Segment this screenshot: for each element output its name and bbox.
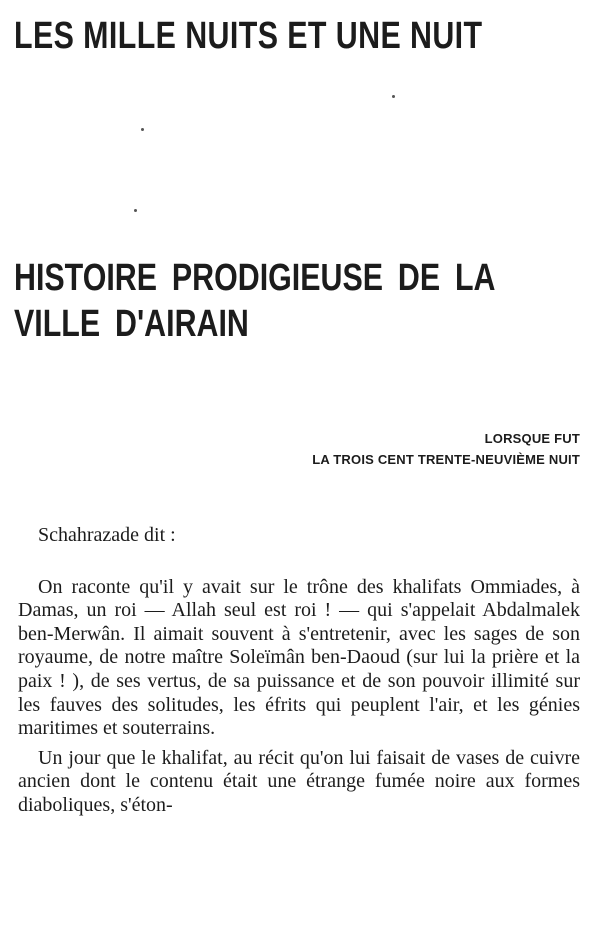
story-title: HISTOIRE PRODIGIEUSE DE LA VILLE D'AIRAIN [14,257,495,345]
body-text [18,524,580,818]
ornament-dot [134,209,137,212]
night-header-line-1: LORSQUE FUT [484,431,580,446]
ornament-dot [392,95,395,98]
paragraph-2: Un jour que le khalifat, au récit qu'on lui faisait de vases de cuivre ancien dont le contenu était une étrange fumée noire aux formes diaboliques, s'éton- [18,746,580,816]
ornament-dot [141,128,144,131]
night-header-line-2: LA TROIS CENT TRENTE-NEUVIÈME NUIT [312,452,580,467]
book-title: LES MILLE NUITS ET UNE NUIT [14,15,483,57]
intro-line: Schahrazade dit : [38,524,176,546]
paragraph-1: On raconte qu'il y avait sur le trône des khalifats Ommiades, à Damas, un roi — Allah seul est roi ! — qui s'appelait Abdalmalek ben-Merwân. Il aimait souvent à s'entretenir, avec les sages de son royaume, de notre maître Soleïmân ben-Daoud (sur lui la prière et la paix ! ), de ses vertus, de sa puissance et de son pouvoir illimité sur les fauves des solitudes, les éfrits qui peuplent l'air, et les génies maritimes et souterrains. [18,575,580,740]
night-header [312,428,580,470]
